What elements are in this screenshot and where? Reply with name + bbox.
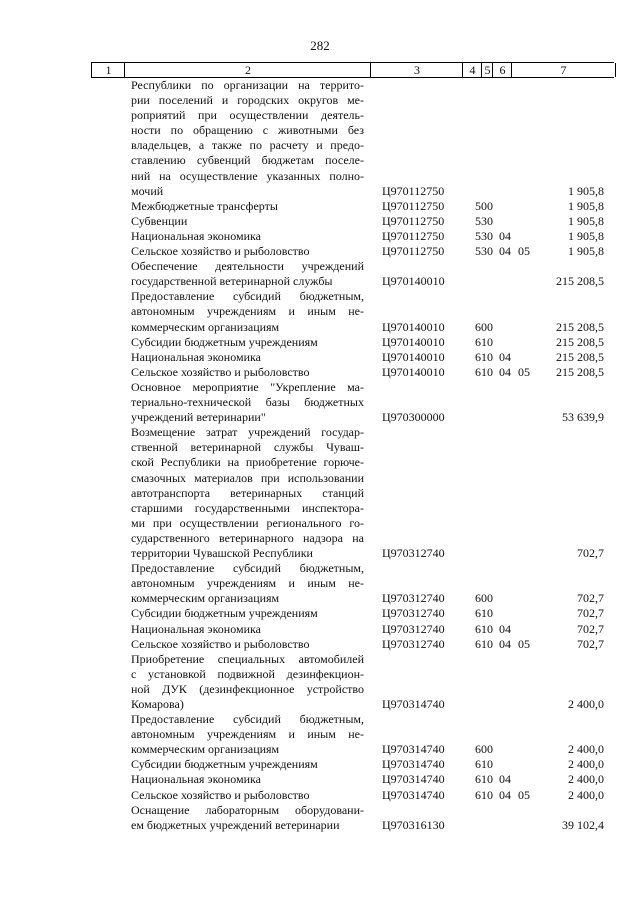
row-name-line: ственной ветеринарной службы Чуваш- — [131, 440, 364, 455]
row-code: Ц970316130 — [382, 817, 445, 832]
row-name-line: Национальная экономика — [131, 349, 261, 364]
row-amount: 2 400,0 — [568, 787, 604, 802]
row-name-line: роприятий при осуществлении деятель- — [131, 108, 364, 123]
row-amount: 1 905,8 — [568, 228, 604, 243]
row-name-line: коммерческим организациям — [131, 742, 280, 757]
row-vr: 610 — [475, 606, 493, 621]
row-amount: 702,7 — [577, 546, 604, 561]
row-name-line: ний на осуществление указанных полно- — [131, 168, 364, 183]
table-row — [0, 380, 640, 425]
row-name-line: коммерческим организациям — [131, 591, 280, 606]
row-name — [131, 199, 364, 214]
row-code: Ц970314740 — [382, 742, 445, 757]
row-name — [131, 652, 364, 712]
row-sub: 05 — [518, 636, 530, 651]
row-name — [131, 350, 364, 365]
row-code: Ц970314740 — [382, 787, 445, 802]
row-pr: 04 — [499, 636, 511, 651]
row-name — [131, 335, 364, 350]
table-row — [0, 244, 640, 259]
row-vr: 530 — [475, 228, 493, 243]
row-name-line: Субсидии бюджетным учреждениям — [131, 757, 318, 772]
row-name — [131, 425, 364, 561]
row-amount: 215 208,5 — [556, 364, 604, 379]
row-name-line: учреждений ветеринарии" — [131, 410, 266, 425]
row-pr: 04 — [499, 621, 511, 636]
table-row — [0, 335, 640, 350]
row-pr: 04 — [499, 364, 511, 379]
row-name-line: владельцев, а также по расчету и предо- — [131, 138, 364, 153]
row-amount: 2 400,0 — [568, 772, 604, 787]
row-name-line: ности по обращению с животными без — [131, 123, 364, 138]
row-name — [131, 757, 364, 772]
row-name-line: Основное мероприятие "Укрепление ма- — [131, 379, 364, 394]
table-row — [0, 622, 640, 637]
row-name-line: Оснащение лабораторным оборудовани- — [131, 802, 364, 817]
row-vr: 600 — [475, 319, 493, 334]
row-amount: 1 905,8 — [568, 244, 604, 259]
row-amount: 2 400,0 — [568, 757, 604, 772]
row-name-line: рии поселений и городских округов ме- — [131, 93, 364, 108]
row-name-line: Сельское хозяйство и рыболовство — [131, 636, 310, 651]
row-vr: 610 — [475, 636, 493, 651]
row-sub: 05 — [518, 787, 530, 802]
row-amount: 1 905,8 — [568, 183, 604, 198]
row-vr: 530 — [475, 213, 493, 228]
row-name — [131, 637, 364, 652]
row-name-line: государственной ветеринарной службы — [131, 274, 333, 289]
row-name — [131, 622, 364, 637]
table-row — [0, 803, 640, 833]
row-name — [131, 365, 364, 380]
row-name-line: Национальная экономика — [131, 228, 261, 243]
row-pr: 04 — [499, 244, 511, 259]
row-code: Ц970312740 — [382, 621, 445, 636]
row-amount: 1 905,8 — [568, 213, 604, 228]
row-code: Ц970140010 — [382, 274, 445, 289]
row-vr: 610 — [475, 334, 493, 349]
row-vr: 610 — [475, 621, 493, 636]
table-row — [0, 199, 640, 214]
row-name — [131, 289, 364, 334]
row-name-line: Предоставление субсидий бюджетным, — [131, 561, 364, 576]
row-code: Ц970140010 — [382, 364, 445, 379]
table-row — [0, 425, 640, 561]
row-vr: 610 — [475, 757, 493, 772]
row-name — [131, 712, 364, 757]
row-code: Ц970312740 — [382, 636, 445, 651]
row-name-line: Приобретение специальных автомобилей — [131, 651, 364, 666]
row-name — [131, 214, 364, 229]
table-body — [0, 78, 640, 833]
row-sub: 05 — [518, 244, 530, 259]
row-amount: 702,7 — [577, 591, 604, 606]
row-amount: 53 639,9 — [562, 410, 604, 425]
row-amount: 39 102,4 — [562, 817, 604, 832]
row-code: Ц970140010 — [382, 349, 445, 364]
header-col-4: 4 — [462, 63, 482, 77]
row-name — [131, 244, 364, 259]
page-number: 282 — [310, 38, 330, 53]
row-name-line: териально-технической базы бюджетных — [131, 395, 364, 410]
row-name-line: территории Чувашской Республики — [131, 545, 313, 560]
row-code: Ц970140010 — [382, 319, 445, 334]
row-name — [131, 803, 364, 833]
row-amount: 215 208,5 — [556, 334, 604, 349]
row-name — [131, 259, 364, 289]
row-name-line: ми при осуществлении регионального го- — [131, 515, 364, 530]
row-name-line: Национальная экономика — [131, 772, 261, 787]
row-name-line: Республики по организации на террито- — [131, 78, 364, 92]
row-name-line: Субвенции — [131, 213, 188, 228]
row-name-line: Субсидии бюджетным учреждениям — [131, 334, 318, 349]
row-name — [131, 561, 364, 606]
row-name-line: сударственного ветеринарного надзора на — [131, 530, 364, 545]
row-amount: 702,7 — [577, 606, 604, 621]
row-vr: 600 — [475, 591, 493, 606]
row-name-line: Предоставление субсидий бюджетным, — [131, 712, 364, 727]
table-header — [91, 62, 614, 78]
header-col-2: 2 — [124, 63, 371, 77]
row-name — [131, 772, 364, 787]
row-name-line: коммерческим организациям — [131, 319, 280, 334]
row-name-line: Субсидии бюджетным учреждениям — [131, 606, 318, 621]
row-code: Ц970312740 — [382, 591, 445, 606]
row-pr: 04 — [499, 228, 511, 243]
row-vr: 610 — [475, 364, 493, 379]
row-vr: 500 — [475, 198, 493, 213]
table-row — [0, 637, 640, 652]
row-sub: 05 — [518, 364, 530, 379]
row-code: Ц970314740 — [382, 697, 445, 711]
row-name-line: Комарова) — [131, 696, 184, 711]
row-name-line: Межбюджетные трансферты — [131, 198, 278, 213]
header-col-3: 3 — [370, 63, 463, 77]
row-amount: 215 208,5 — [556, 274, 604, 289]
row-name — [131, 788, 364, 803]
header-col-1: 1 — [91, 63, 125, 77]
row-name — [131, 78, 364, 199]
row-name-line: Сельское хозяйство и рыболовство — [131, 364, 310, 379]
row-pr: 04 — [499, 787, 511, 802]
row-code: Ц970300000 — [382, 410, 445, 425]
table-row — [0, 772, 640, 787]
row-name-line: автотранспорта ветеринарных станций — [131, 485, 364, 500]
row-code: Ц970314740 — [382, 772, 445, 787]
row-name-line: мочий — [131, 183, 164, 198]
table-row — [0, 712, 640, 757]
row-amount: 215 208,5 — [556, 349, 604, 364]
row-code: Ц970112750 — [382, 213, 445, 228]
table-row — [0, 606, 640, 621]
table-row — [0, 350, 640, 365]
row-name-line: Национальная экономика — [131, 621, 261, 636]
row-name-line: автономным учреждениям и иным не- — [131, 576, 364, 591]
row-code: Ц970112750 — [382, 244, 445, 259]
row-vr: 530 — [475, 244, 493, 259]
row-amount: 702,7 — [577, 621, 604, 636]
row-name — [131, 380, 364, 425]
row-amount: 2 400,0 — [568, 697, 604, 711]
table-row — [0, 229, 640, 244]
row-amount: 702,7 — [577, 636, 604, 651]
row-amount: 2 400,0 — [568, 742, 604, 757]
row-pr: 04 — [499, 772, 511, 787]
row-name-line: ной ДУК (дезинфекционное устройство — [131, 681, 364, 696]
table-row — [0, 259, 640, 289]
row-code: Ц970314740 — [382, 757, 445, 772]
table-row — [0, 214, 640, 229]
row-code: Ц970112750 — [382, 198, 445, 213]
row-name-line: с установкой подвижной дезинфекцион- — [131, 666, 364, 681]
row-name-line: Сельское хозяйство и рыболовство — [131, 244, 310, 259]
row-name-line: ем бюджетных учреждений ветеринарии — [131, 817, 340, 832]
header-col-7: 7 — [511, 63, 616, 77]
row-vr: 600 — [475, 742, 493, 757]
table-row — [0, 757, 640, 772]
row-pr: 04 — [499, 349, 511, 364]
row-name-line: автономным учреждениям и иным не- — [131, 727, 364, 742]
row-name-line: ставлению субвенций бюджетам поселе- — [131, 153, 364, 168]
table-row — [0, 652, 640, 712]
row-name-line: Обеспечение деятельности учреждений — [131, 259, 364, 274]
header-col-6: 6 — [492, 63, 512, 77]
row-code: Ц970140010 — [382, 334, 445, 349]
row-vr: 610 — [475, 349, 493, 364]
header-col-5: 5 — [481, 63, 493, 77]
row-amount: 1 905,8 — [568, 198, 604, 213]
row-name — [131, 229, 364, 244]
row-vr: 610 — [475, 787, 493, 802]
row-vr: 610 — [475, 772, 493, 787]
row-amount: 215 208,5 — [556, 319, 604, 334]
row-name-line: Возмещение затрат учреждений государ- — [131, 425, 364, 440]
row-name-line: автономным учреждениям и иным не- — [131, 304, 364, 319]
row-code: Ц970312740 — [382, 546, 445, 561]
row-code: Ц970112750 — [382, 183, 445, 198]
row-name-line: ской Республики на приобретение горюче- — [131, 455, 364, 470]
row-name-line: старшими государственными инспектора- — [131, 500, 364, 515]
row-name-line: смазочных материалов при использовании — [131, 470, 364, 485]
table-row — [0, 289, 640, 334]
table-row — [0, 788, 640, 803]
row-name-line: Предоставление субсидий бюджетным, — [131, 289, 364, 304]
row-code: Ц970312740 — [382, 606, 445, 621]
row-code: Ц970112750 — [382, 228, 445, 243]
table-row — [0, 561, 640, 606]
row-name — [131, 606, 364, 621]
table-row — [0, 78, 640, 199]
row-name-line: Сельское хозяйство и рыболовство — [131, 787, 310, 802]
table-row — [0, 365, 640, 380]
